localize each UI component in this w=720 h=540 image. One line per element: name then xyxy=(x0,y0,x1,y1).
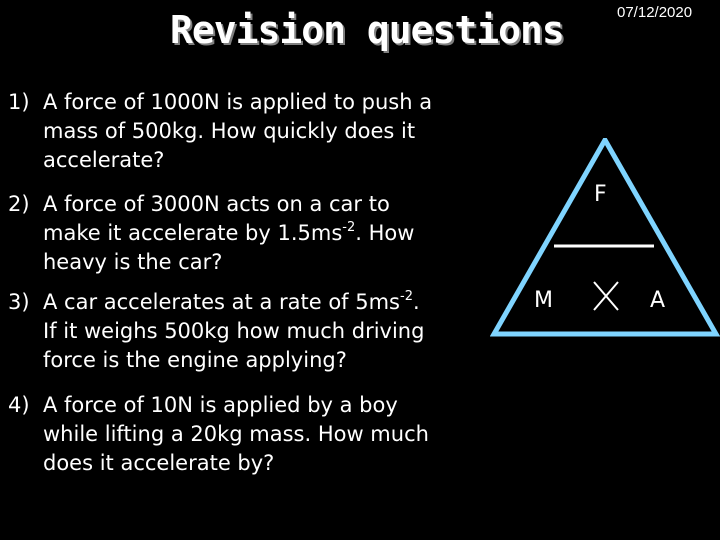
formula-triangle-graphic xyxy=(490,138,720,338)
superscript: -2 xyxy=(342,220,356,235)
triangle-label-force: F xyxy=(594,182,607,207)
triangle-outline xyxy=(494,140,716,334)
question-number: 4) xyxy=(8,393,30,417)
page-title: Revision questions xyxy=(170,8,564,52)
question-line: A force of 1000N is applied to push a xyxy=(43,90,433,114)
question-text: . How xyxy=(355,221,415,245)
formula-triangle xyxy=(490,138,720,338)
question-line: A force of 3000N acts on a car to xyxy=(43,192,390,216)
question-line: while lifting a 20kg mass. How much xyxy=(43,422,429,446)
question-text: A car accelerates at a rate of 5ms xyxy=(43,290,400,314)
triangle-label-acceleration: A xyxy=(650,288,666,313)
question-line xyxy=(43,288,420,320)
question-text: make it accelerate by 1.5ms xyxy=(43,221,343,245)
question-line: force is the engine applying? xyxy=(43,348,347,372)
question-line: does it accelerate by? xyxy=(43,451,275,475)
question-line xyxy=(43,219,414,251)
superscript: -2 xyxy=(400,289,413,304)
question-number: 2) xyxy=(8,192,30,216)
question-line: accelerate? xyxy=(43,148,165,172)
question-number: 3) xyxy=(8,290,30,314)
slide-date: 07/12/2020 xyxy=(617,4,693,21)
question-line: A force of 10N is applied by a boy xyxy=(43,393,398,417)
triangle-label-mass: M xyxy=(534,288,553,313)
question-text: . xyxy=(412,290,420,314)
question-number: 1) xyxy=(8,90,30,114)
question-line: If it weighs 500kg how much driving xyxy=(43,319,425,343)
question-line: heavy is the car? xyxy=(43,250,223,274)
question-line: mass of 500kg. How quickly does it xyxy=(43,119,416,143)
